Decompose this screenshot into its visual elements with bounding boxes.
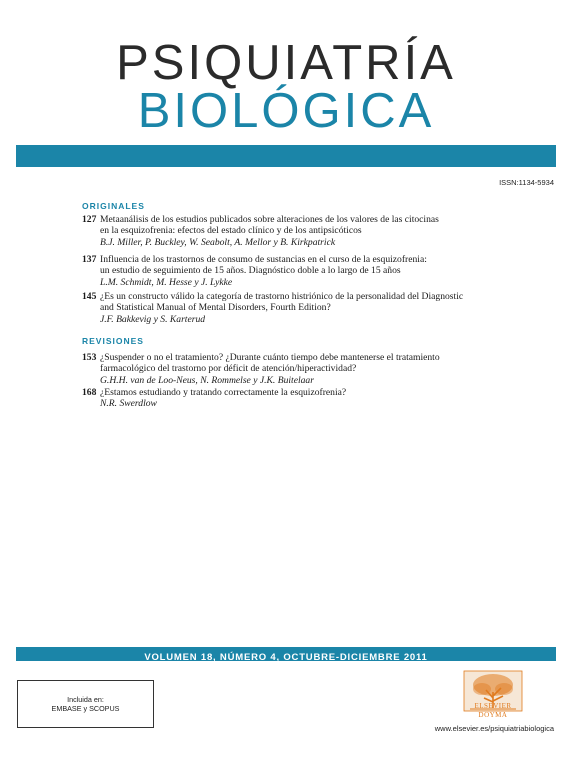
article-title-line: and Statistical Manual of Mental Disorders, Fourth Edition? [100,302,331,314]
issn: ISSN:1134-5934 [499,178,554,187]
page-number: 137 [82,254,97,265]
header-band [16,145,556,167]
indexing-databases: EMBASE y SCOPUS [51,704,120,713]
publisher-name: ELSEVIER [474,702,512,710]
toc-entry[interactable] [82,352,552,386]
article-authors: L.M. Schmidt, M. Hesse y J. Lykke [100,276,233,288]
volume-band [16,647,556,661]
article-title-line: en la esquizofrenia: efectos del estado clínico y de los antipsicóticos [100,225,362,237]
toc-entry[interactable] [82,254,552,288]
volume-info: VOLUMEN 18, NÚMERO 4, OCTUBRE-DICIEMBRE 2011 [144,652,428,663]
page-number: 153 [82,352,97,363]
page-number: 168 [82,387,97,398]
article-title-line: Metaanálisis de los estudios publicados sobre alteraciones de los valores de las citocinas [100,214,439,225]
article-authors: N.R. Swerdlow [100,398,157,410]
indexing-box [17,680,154,728]
journal-url[interactable]: www.elsevier.es/psiquiatriabiologica [434,724,554,733]
toc-entry[interactable] [82,214,552,248]
section-title-revisiones: REVISIONES [82,336,144,346]
section-title-originales: ORIGINALES [82,201,145,211]
toc-entry[interactable] [82,387,552,410]
article-title-line: ¿Estamos estudiando y tratando correctamente la esquizofrenia? [100,387,347,398]
publisher-imprint: DOYMA [478,711,508,719]
article-title-line: Influencia de los trastornos de consumo de sustancias en el curso de la esquizofrenia: [100,254,427,265]
page-number: 127 [82,214,97,225]
article-title-line: farmacológico del trastorno por déficit de atención/hiperactividad? [100,363,357,375]
article-authors: B.J. Miller, P. Buckley, W. Seabolt, A. Mellor y B. Kirkpatrick [100,236,336,248]
journal-title-line1: PSIQUIATRÍA [116,36,456,90]
article-title-line: ¿Suspender o no el tratamiento? ¿Durante cuánto tiempo debe mantenerse el tratamiento [100,352,440,363]
journal-title-line2: BIOLÓGICA [137,84,435,138]
article-authors: G.H.H. van de Loo-Neus, N. Rommelse y J.K. Buitelaar [100,374,314,386]
toc-entry[interactable] [82,291,552,325]
page-number: 145 [82,291,97,302]
indexing-label: Incluida en: [67,695,104,704]
article-title-line: ¿Es un constructo válido la categoría de trastorno histriónico de la personalidad del Diagnostic [100,291,464,302]
article-title-line: un estudio de seguimiento de 15 años. Diagnóstico doble a lo largo de 15 años [100,265,401,277]
article-authors: J.F. Bakkevig y S. Karterud [100,313,206,325]
